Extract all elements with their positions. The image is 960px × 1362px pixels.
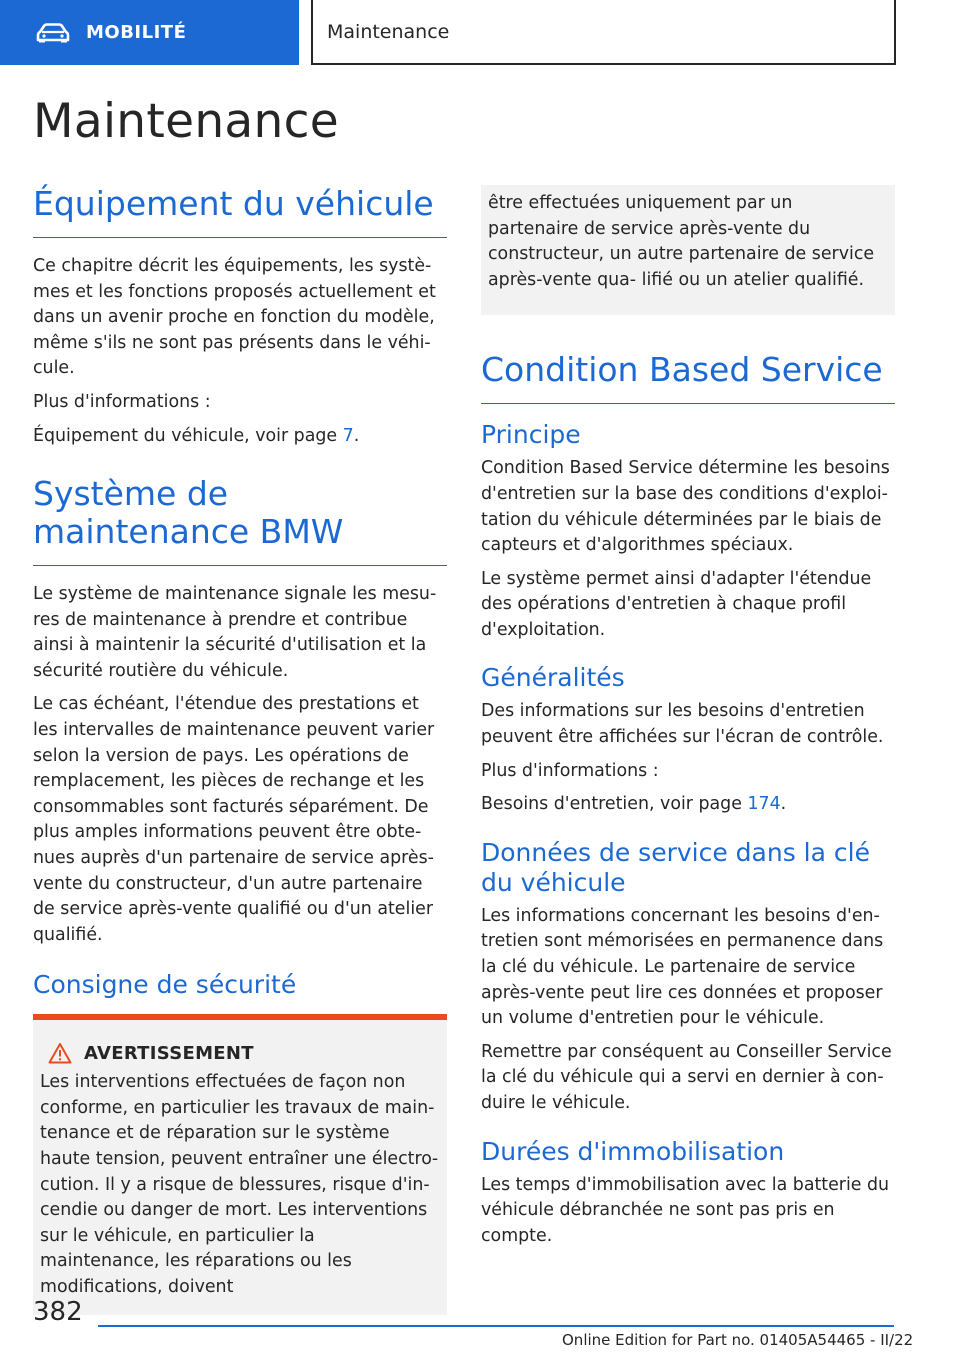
left-column [33,185,447,1315]
section-title-equipement: Équipement du véhicule [33,185,447,238]
warning-title: AVERTISSEMENT [84,1042,254,1064]
warning-header [40,1042,439,1064]
warning-box-continued [481,185,895,315]
footer-divider [98,1325,894,1327]
car-icon [36,23,70,43]
paragraph: Les temps d'immobilisation avec la batterie du véhicule débranchée ne sont pas pris en compte. [481,1174,890,1246]
warning-box [33,1014,447,1314]
paragraph: Condition Based Service détermine les besoins d'entretien sur la base des conditions d'exploi‐ tation du véhicule déterminées par le biais de capteurs et d'algorithmes spéciaux. [481,458,890,556]
warning-text: Les interventions effectuées de façon non conforme, en particulier les travaux de main‐ tenance et de réparation sur le système haute tension, peuvent entraîner une électro‐ cution. Il y a risque de blessures, risque d'in‐ cendie ou danger de mort. Les interventions sur le véhicule, en particulier la maintenance, les réparations ou les modifications, doivent [40,1072,439,1298]
page-title: Maintenance [33,94,339,149]
reference-text: Besoins d'entretien, voir page [481,794,748,815]
page-number: 382 [33,1297,83,1327]
edition-info: Online Edition for Part no. 01405A54465 - II/22 [562,1331,914,1349]
chapter-title: Maintenance [327,20,450,43]
paragraph: Le système permet ainsi d'adapter l'étendue des opérations d'entretien à chaque profil d'exploitation. [481,568,872,640]
paragraph: Le système de maintenance signale les mesu‐ res de maintenance à prendre et contribue ainsi à maintenir la sécurité d'utilisation et la sécurité routière du véhicule. [33,583,437,681]
reference-text: Équipement du véhicule, voir page [33,425,343,446]
paragraph: Plus d'informations : [33,391,211,412]
page-link-7[interactable]: 7 [342,425,354,446]
section-tab-label: MOBILITÉ [86,22,187,43]
warning-text-continued: être effectuées uniquement par un partenaire de service après-vente du constructeur, un autre partenaire de service après-vente qua‐ lifié ou un atelier qualifié. [488,193,875,290]
paragraph: Ce chapitre décrit les équipements, les systè‐ mes et les fonctions proposés actuellement et dans un avenir proche en fonction du modèle, même s'ils ne sont pas présents dans le véhi‐ cule. [33,255,436,379]
page-link-174[interactable]: 174 [747,794,781,815]
subsection-title-principe: Principe [481,420,581,450]
subsection-title-donnees-cle: Données de service dans la clé du véhicule [481,837,870,897]
paragraph: Plus d'informations : [481,760,659,781]
section-title-cbs: Condition Based Service [481,351,895,404]
cross-reference: Équipement du véhicule, voir page 7. [33,425,360,446]
cross-reference: Besoins d'entretien, voir page 174. [481,794,787,815]
subsection-title-generalites: Généralités [481,663,625,693]
paragraph: Les informations concernant les besoins d'en‐ tretien sont mémorisées en permanence dans la clé du véhicule. Le partenaire de service après-vente peut lire ces données et proposer un volume d'entretien pour le véhicule. [481,905,884,1029]
paragraph: Remettre par conséquent au Conseiller Service la clé du véhicule qui a servi en dernier à con‐ duire le véhicule. [481,1041,892,1113]
warning-triangle-icon [48,1042,72,1064]
section-tab[interactable] [0,0,299,65]
section-title-consigne: Consigne de sécurité [33,970,297,1000]
right-column [481,185,895,1257]
section-title-maintenance-bmw: Système de maintenance BMW [33,475,447,566]
paragraph: Le cas échéant, l'étendue des prestations et les intervalles de maintenance peuvent varier selon la version de pays. Les opérations de remplacement, les pièces de rechange et les consommables sont facturés séparément. De plus amples informations peuvent être obte‐ nues auprès d'un partenaire de service après- vente du constructeur, d'un autre partenaire de service après-vente qualifié ou d'un atelier qualifié. [33,694,435,945]
paragraph: Des informations sur les besoins d'entretien peuvent être affichées sur l'écran de contrôle. [481,701,884,748]
chapter-header [311,0,896,65]
subsection-title-immobilisation: Durées d'immobilisation [481,1136,785,1166]
